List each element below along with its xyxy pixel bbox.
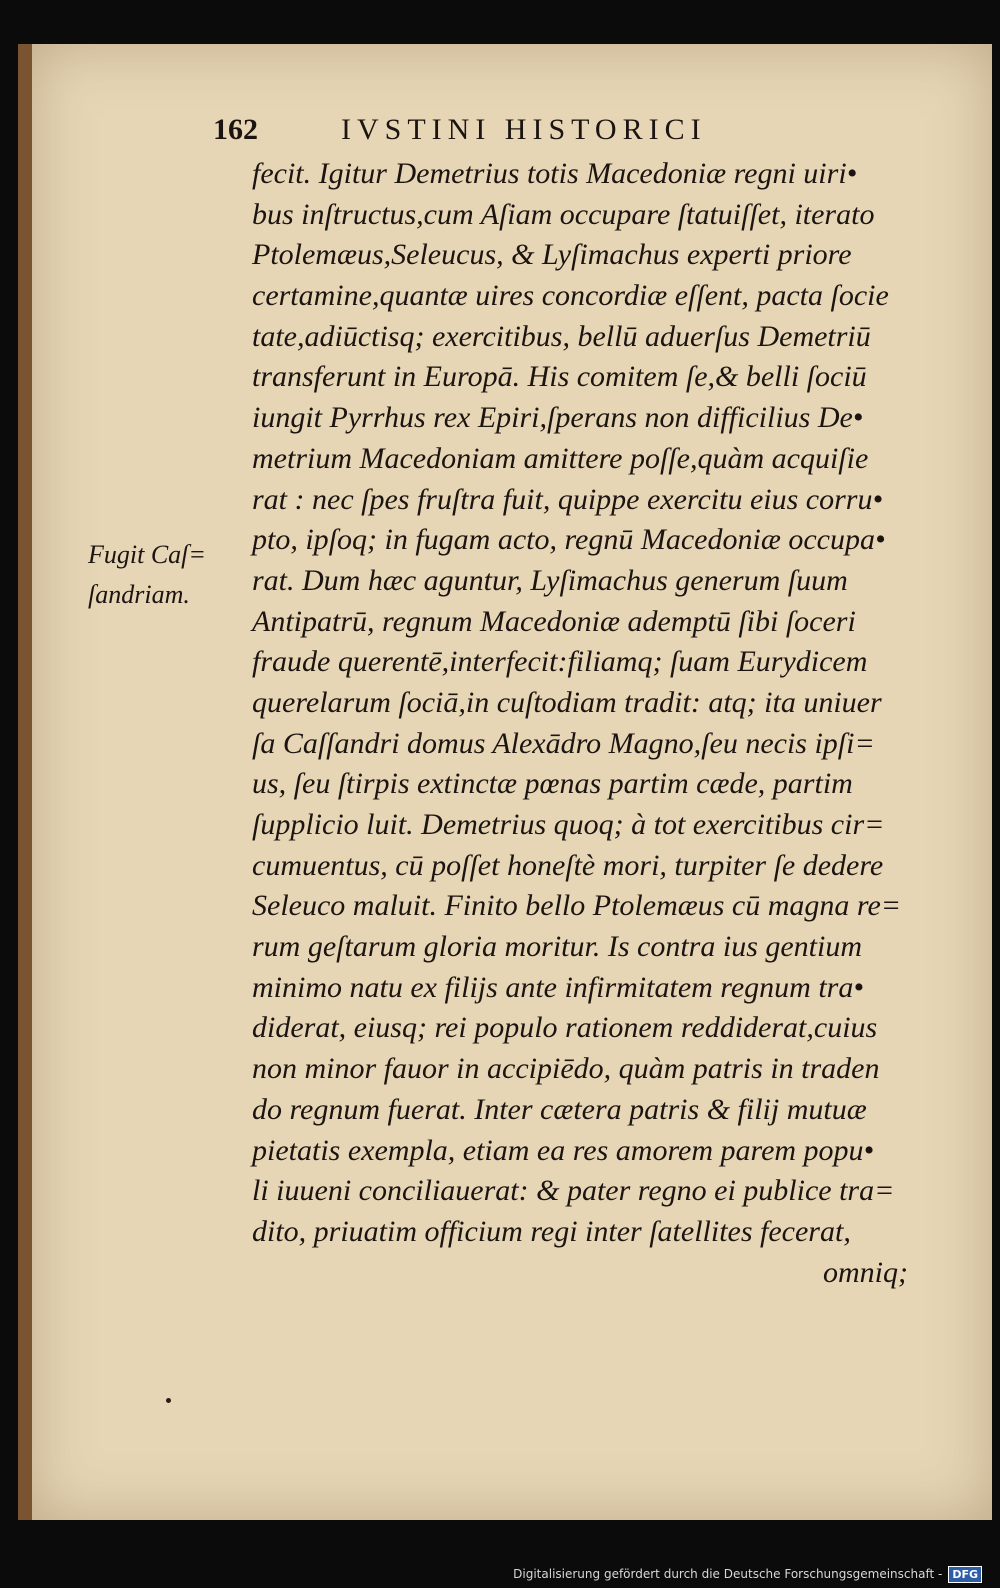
text-line: bus inſtructus,cum Aſiam occupare ſtatuiſſet, iterato [252,197,875,231]
text-line: minimo natu ex filijs ante infirmitatem regnum tra• [252,970,864,1004]
running-header [213,113,833,153]
text-line: fraude querentē,interfecit:filiamq; ſuam Eurydicem [252,645,868,679]
text-line: rat. Dum hæc aguntur, Lyſimachus generum ſuum [252,563,848,597]
text-line: rat : nec ſpes fruſtra fuit, quippe exercitu eius corru• [252,482,883,516]
page-number: 162 [213,113,258,146]
text-line: do regnum fuerat. Inter cætera patris & filij mutuæ [252,1092,867,1126]
text-line: iungit Pyrrhus rex Epiri,ſperans non difficilius De• [252,401,864,435]
body-text [252,154,932,1293]
text-line: Seleuco maluit. Finito bello Ptolemæus cū magna re= [252,889,902,923]
marginal-note-line: Fugit Caſ= [88,540,206,569]
text-line: ſa Caſſandri domus Alexādro Magno,ſeu necis ipſi= [252,726,875,760]
text-line: certamine,quantæ uires concordiæ eſſent, pacta ſocie [252,279,889,313]
marginal-note [88,535,238,615]
text-line: ſupplicio luit. Demetrius quoq; à tot exercitibus cir= [252,808,885,841]
catchword: omniq; [823,1255,908,1289]
text-line: pietatis exempla, etiam ea res amorem parem popu• [252,1133,875,1167]
ink-speck [166,1398,171,1403]
text-line: fecit. Igitur Demetrius totis Macedoniæ regni uiri• [252,157,858,190]
dfg-logo: DFG [948,1566,982,1583]
digitization-footer [513,1564,982,1584]
text-line: li iuueni conciliauerat: & pater regno ei publice tra= [252,1174,895,1208]
text-line: pto, ipſoq; in fugam acto, regnū Macedoniæ occupa• [252,523,886,557]
text-line: querelarum ſociā,in cuſtodiam tradit: atq; ita uniuer [252,685,882,719]
text-line: us, ſeu ſtirpis extinctæ pœnas partim cæde, partim [252,767,853,801]
text-line: cumuentus, cū poſſet honeſtè mori, turpiter ſe dedere [252,848,884,882]
text-line: rum geſtarum gloria moritur. Is contra ius gentium [252,930,863,964]
text-line: dito, priuatim officium regi inter ſatellites fecerat, [252,1214,851,1248]
text-line: non minor fauor in accipiēdo, quàm patris in traden [252,1052,880,1086]
text-line: tate,adiūctisq; exercitibus, bellū aduerſus Demetriū [252,319,871,353]
text-line: Ptolemæus,Seleucus, & Lyſimachus experti priore [252,238,852,272]
footer-credit: Digitalisierung gefördert durch die Deutsche Forschungsgemeinschaft - [513,1567,943,1581]
text-line: Antipatrū, regnum Macedoniæ ademptū ſibi ſoceri [252,604,856,638]
text-line: diderat, eiusq; rei populo rationem reddiderat,cuius [252,1011,878,1045]
text-line: metrium Macedoniam amittere poſſe,quàm acquiſie [252,441,869,475]
marginal-note-line: ſandriam. [88,580,190,609]
text-line: transferunt in Europā. His comitem ſe,& belli ſociū [252,360,867,394]
running-title: IVSTINI HISTORICI [341,113,707,146]
